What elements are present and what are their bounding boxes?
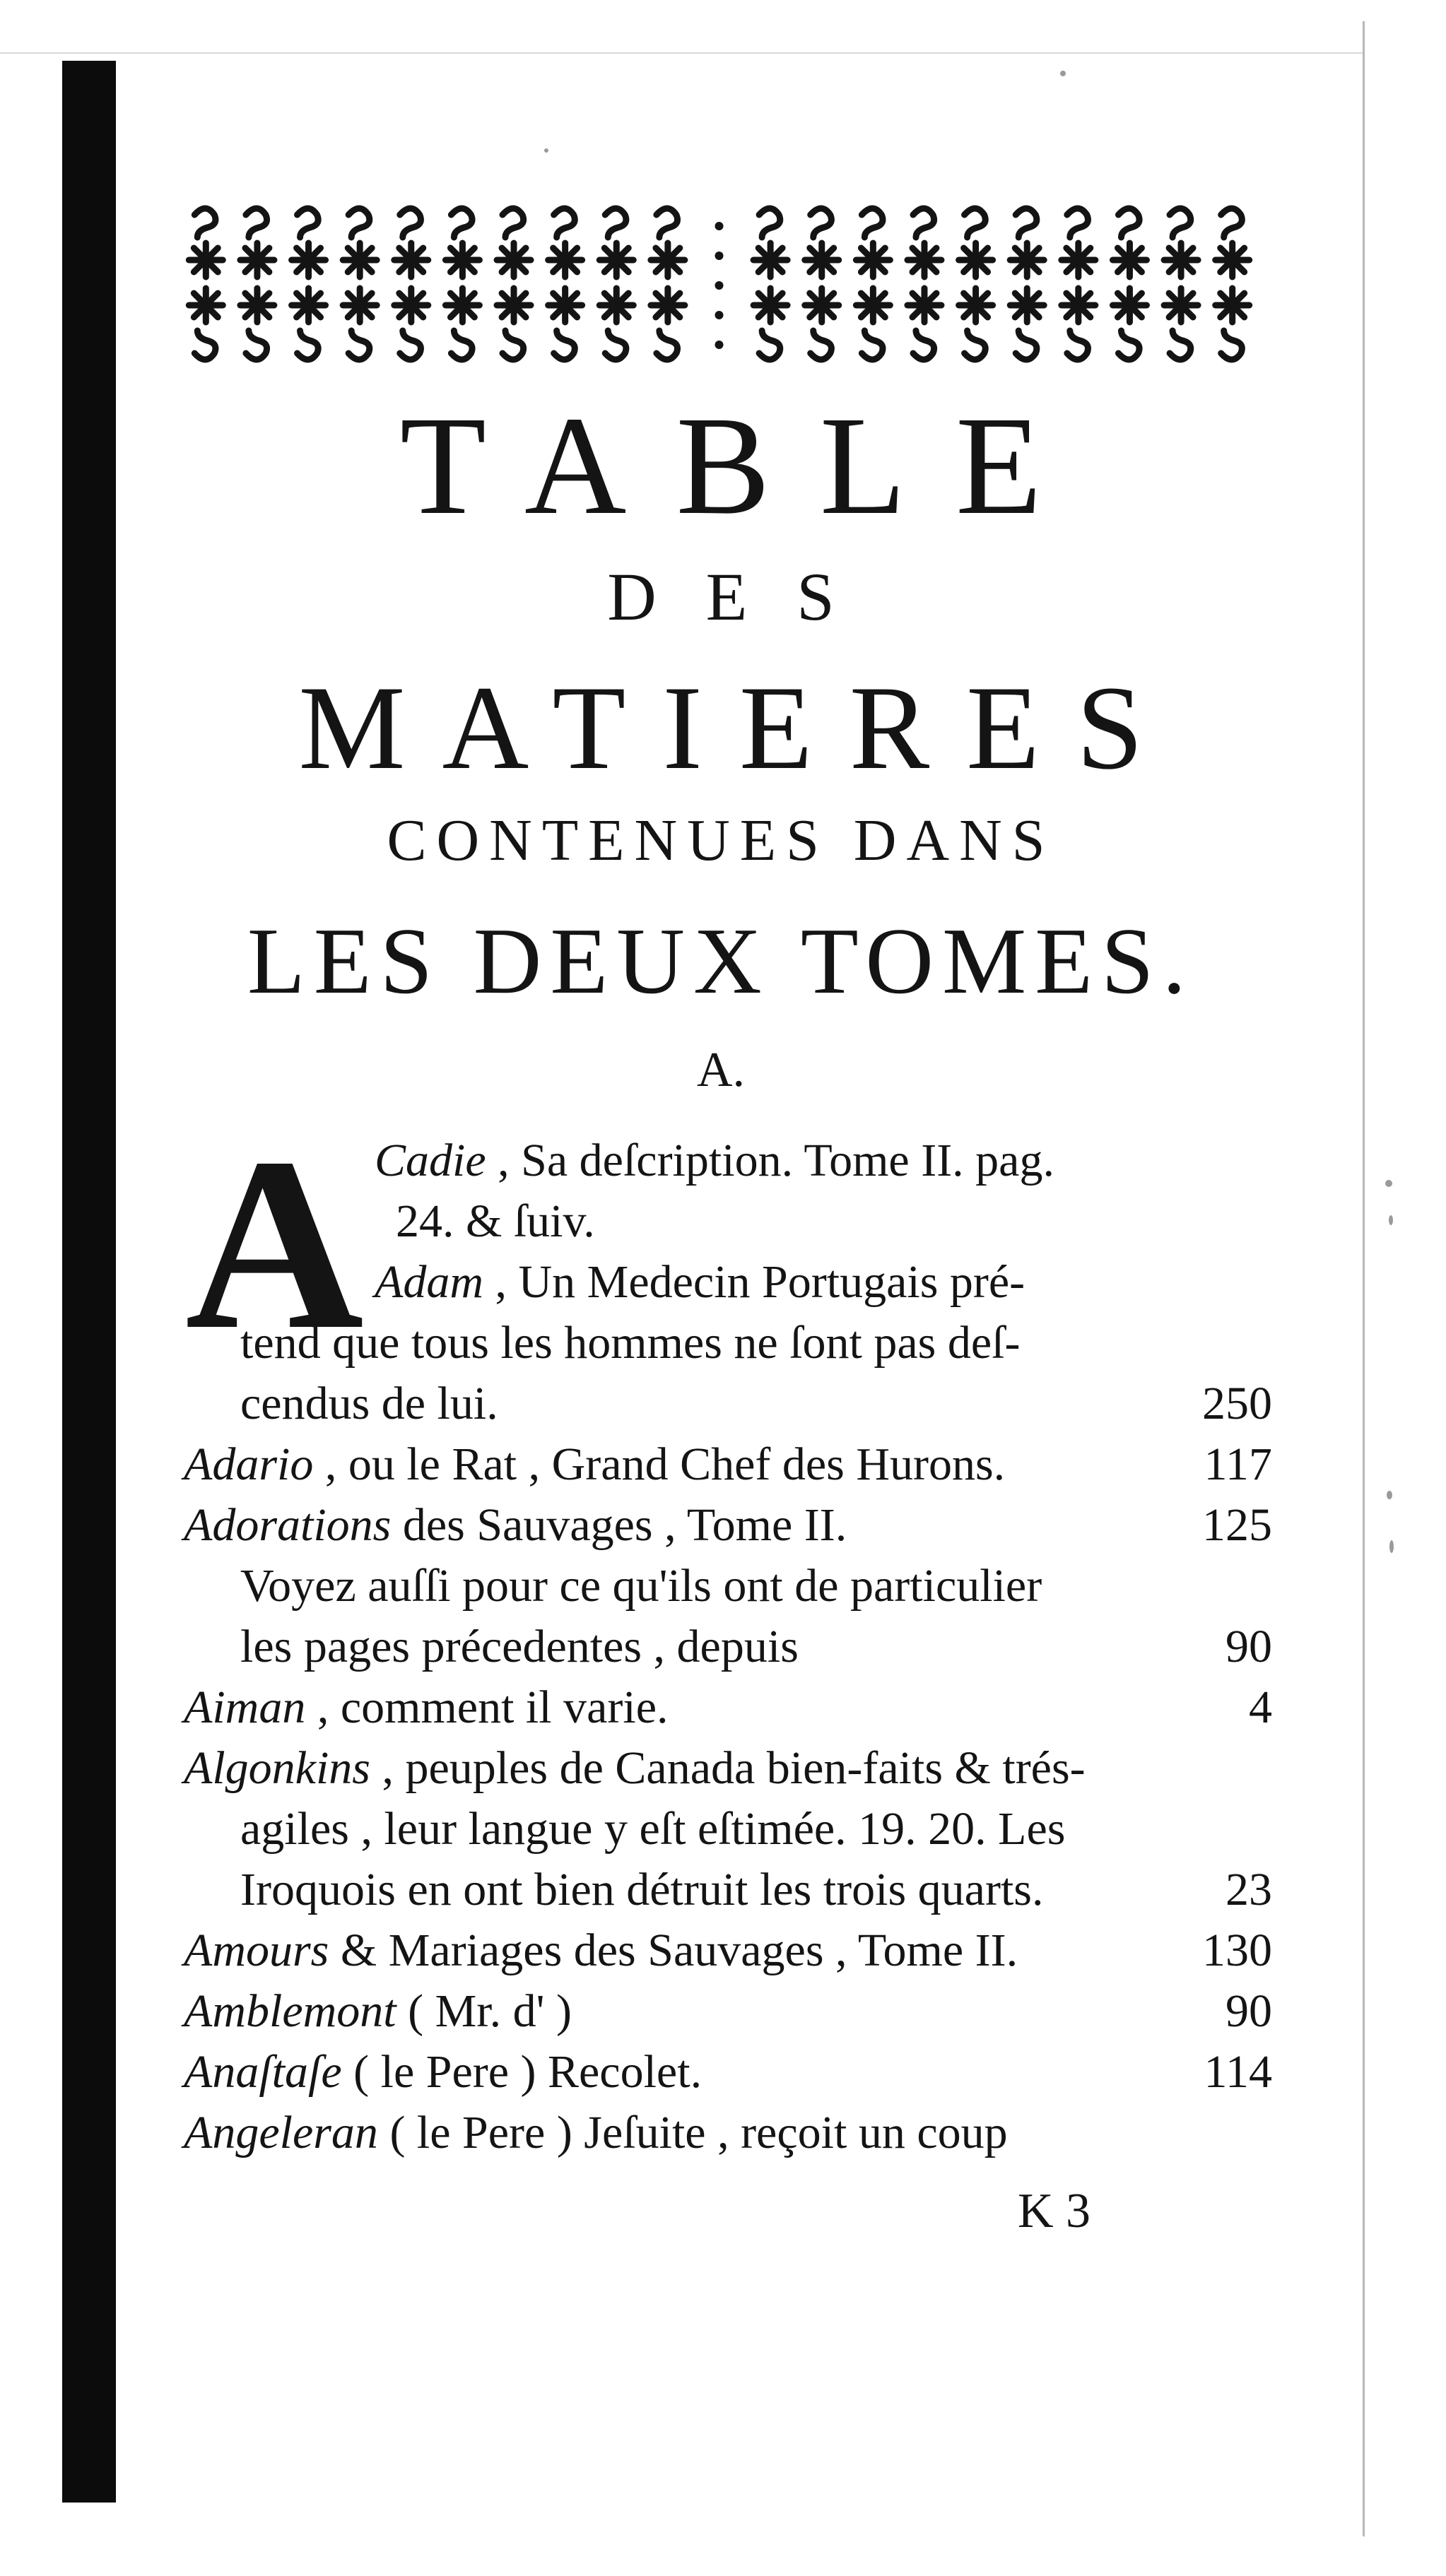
fleuron-mark (765, 300, 775, 310)
speck (1385, 1180, 1392, 1187)
entry-headword: Angeleran (184, 2107, 378, 2158)
entry-headword: Adam (375, 1256, 483, 1308)
fleuron-mark (765, 255, 775, 265)
entry-text: cendus de lui. (240, 1378, 498, 1429)
speck (1387, 1491, 1392, 1499)
fleuron-mark (406, 255, 416, 265)
fleuron-mark (194, 208, 216, 237)
entry-headword: Amblemont (184, 1985, 396, 2037)
fleuron-mark (252, 255, 262, 265)
index-line (184, 1373, 1272, 1434)
fleuron-mark (715, 341, 724, 349)
entry-page: 130 (1202, 1925, 1272, 1976)
fleuron-mark (355, 255, 365, 265)
fleuron-mark (1228, 300, 1238, 310)
fleuron-mark (348, 331, 370, 360)
entry-headword: Aiman (184, 1682, 306, 1733)
fleuron-mark (1170, 331, 1191, 360)
entry-headword: Algonkins (184, 1742, 370, 1794)
fleuron-mark (1016, 331, 1037, 360)
speck (1389, 1540, 1394, 1553)
fleuron-mark (611, 255, 621, 265)
index-line (184, 1799, 1272, 1860)
fleuron-mark (502, 208, 524, 237)
entry-page: 125 (1202, 1499, 1272, 1551)
fleuron-mark (1067, 208, 1088, 237)
fleuron-mark (919, 300, 929, 310)
fleuron-mark (451, 208, 472, 237)
index-line (184, 1556, 1272, 1617)
fleuron-mark (663, 255, 673, 265)
fleuron-mark (1170, 208, 1191, 237)
fleuron-mark (246, 208, 267, 237)
fleuron-mark (1176, 300, 1186, 310)
speck (544, 148, 548, 153)
entry-text: 24. & ſuiv. (396, 1195, 595, 1247)
fleuron-mark (913, 331, 934, 360)
fleuron-mark (298, 208, 319, 237)
index-line (184, 1981, 1272, 2042)
entry-page: 117 (1204, 1438, 1272, 1490)
fleuron-mark (657, 208, 678, 237)
entry-text: , Un Medecin Portugais pré- (483, 1256, 1025, 1308)
title-deux-tomes: LES DEUX TOMES. (247, 909, 1195, 1013)
fleuron-mark (194, 331, 216, 360)
fleuron-mark (965, 331, 986, 360)
fleuron-mark (817, 255, 827, 265)
entry-text: , comment il varie. (305, 1682, 669, 1733)
entry-text: Voyez auſſi pour ce qu'ils ont de particulier (240, 1560, 1042, 1612)
fleuron-mark (862, 331, 883, 360)
fleuron-mark (246, 331, 267, 360)
fleuron-mark (1118, 208, 1139, 237)
fleuron-mark (1022, 300, 1032, 310)
page-top-edge (0, 52, 1364, 54)
fleuron-mark (715, 311, 724, 319)
drop-cap: A (185, 1106, 364, 1381)
fleuron-mark (201, 255, 211, 265)
index-line (184, 1130, 1272, 1191)
fleuron-mark (663, 300, 673, 310)
fleuron-mark (1118, 331, 1139, 360)
entry-text: Iroquois en ont bien détruit les trois quarts. (240, 1864, 1044, 1915)
index-line (184, 2042, 1272, 2103)
fleuron-mark (715, 222, 724, 230)
title-contenues: CONTENUES DANS (387, 808, 1055, 873)
fleuron-border-icon (180, 205, 1258, 367)
index-line (184, 1252, 1272, 1313)
fleuron-mark (400, 331, 421, 360)
title-table: TABLE (399, 388, 1092, 544)
entry-text: , Sa deſcription. Tome II. pag. (486, 1135, 1054, 1186)
index-line (184, 1920, 1272, 1981)
fleuron-mark (971, 300, 981, 310)
fleuron-mark (348, 208, 370, 237)
fleuron-mark (868, 255, 878, 265)
fleuron-mark (811, 331, 832, 360)
fleuron-mark (509, 300, 519, 310)
entry-headword: Amours (184, 1925, 329, 1976)
entry-text: ( Mr. d' ) (396, 1985, 572, 2037)
fleuron-mark (605, 208, 626, 237)
entry-text: , ou le Rat , Grand Chef des Hurons. (313, 1438, 1006, 1490)
fleuron-mark (971, 255, 981, 265)
fleuron-mark (965, 208, 986, 237)
title-des: DES (607, 559, 884, 634)
fleuron-mark (304, 255, 314, 265)
section-letter: A. (696, 1043, 746, 1097)
entry-text: tend que tous les hommes ne ſont pas deſ- (240, 1317, 1021, 1369)
entry-text: ( le Pere ) Jeſuite , reçoit un coup (377, 2107, 1008, 2158)
fleuron-mark (457, 255, 467, 265)
fleuron-mark (451, 331, 472, 360)
fleuron-mark (1016, 208, 1037, 237)
speck (1389, 1215, 1393, 1225)
entry-text: & Mariages des Sauvages , Tome II. (329, 1925, 1018, 1976)
page-right-edge (1363, 21, 1365, 2536)
index-line (184, 1860, 1272, 1920)
fleuron-mark (1074, 255, 1083, 265)
entry-text: des Sauvages , Tome II. (391, 1499, 847, 1551)
fleuron-mark (298, 331, 319, 360)
index-line (184, 1434, 1272, 1495)
fleuron-mark (868, 300, 878, 310)
fleuron-mark (1176, 255, 1186, 265)
entry-text: , peuples de Canada bien-faits & trés- (370, 1742, 1086, 1794)
fleuron-mark (554, 208, 575, 237)
fleuron-mark (919, 255, 929, 265)
fleuron-mark (913, 208, 934, 237)
fleuron-mark (1221, 208, 1242, 237)
entry-page: 114 (1204, 2046, 1272, 2098)
entry-page: 250 (1202, 1378, 1272, 1429)
book-spine-shadow (62, 61, 116, 2503)
signature-mark: K 3 (1018, 2184, 1091, 2238)
fleuron-mark (509, 255, 519, 265)
fleuron-mark (457, 300, 467, 310)
fleuron-mark (715, 281, 724, 290)
index-line (184, 1495, 1272, 1556)
fleuron-mark (554, 331, 575, 360)
index-line (184, 1191, 1272, 1252)
fleuron-mark (252, 300, 262, 310)
fleuron-mark (715, 252, 724, 260)
index-line (184, 1677, 1272, 1738)
entry-text: ( le Pere ) Recolet. (341, 2046, 703, 2098)
speck (1060, 71, 1066, 76)
fleuron-mark (1124, 255, 1134, 265)
fleuron-mark (759, 331, 780, 360)
fleuron-mark (605, 331, 626, 360)
fleuron-mark (1221, 331, 1242, 360)
entry-page: 90 (1225, 1621, 1272, 1672)
fleuron-mark (1074, 300, 1083, 310)
fleuron-mark (400, 208, 421, 237)
entry-headword: Adorations (184, 1499, 392, 1551)
fleuron-mark (611, 300, 621, 310)
fleuron-mark (759, 208, 780, 237)
fleuron-mark (1228, 255, 1238, 265)
entry-page: 23 (1225, 1864, 1272, 1915)
entry-text: agiles , leur langue y eſt eſtimée. 19. 20. Les (240, 1803, 1066, 1855)
fleuron-mark (201, 300, 211, 310)
entry-headword: Anaſtaſe (184, 2046, 342, 2098)
fleuron-mark (817, 300, 827, 310)
fleuron-mark (560, 255, 570, 265)
index-line (184, 1617, 1272, 1677)
entry-text: les pages précedentes , depuis (240, 1621, 799, 1672)
fleuron-mark (355, 300, 365, 310)
index-line (184, 2103, 1272, 2163)
fleuron-mark (502, 331, 524, 360)
entry-page: 4 (1249, 1682, 1272, 1733)
index-line (184, 1313, 1272, 1373)
entry-headword: Adario (184, 1438, 314, 1490)
fleuron-mark (406, 300, 416, 310)
entry-page: 90 (1225, 1985, 1272, 2037)
entry-headword: Cadie (375, 1135, 486, 1186)
fleuron-mark (657, 331, 678, 360)
fleuron-mark (1124, 300, 1134, 310)
fleuron-mark (1022, 255, 1032, 265)
fleuron-mark (560, 300, 570, 310)
fleuron-mark (1067, 331, 1088, 360)
fleuron-mark (811, 208, 832, 237)
fleuron-mark (862, 208, 883, 237)
index-line (184, 1738, 1272, 1799)
fleuron-mark (304, 300, 314, 310)
title-matieres: MATIERES (298, 661, 1180, 794)
